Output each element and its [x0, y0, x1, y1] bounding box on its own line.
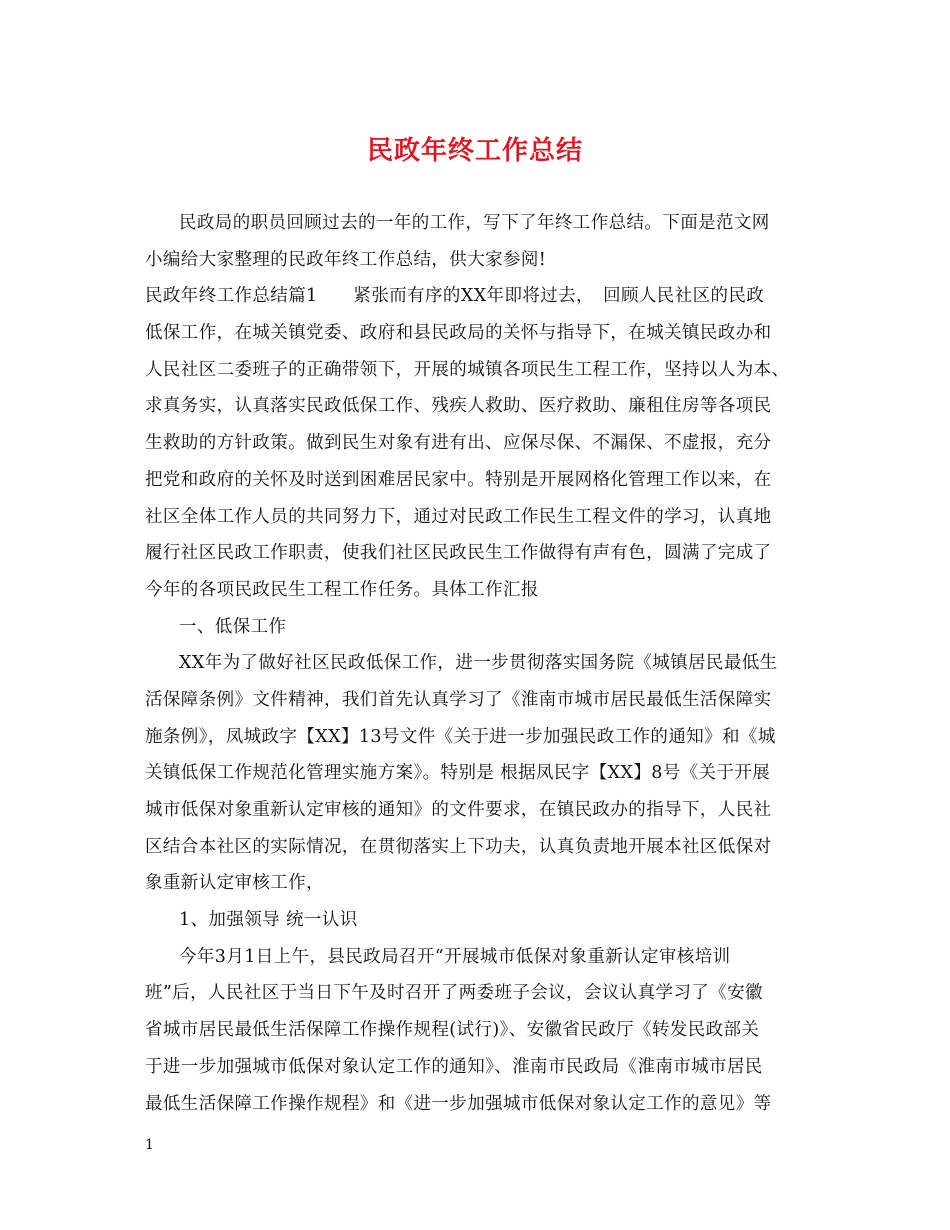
body-line: 社区全体工作人员的共同努力下，通过对民政工作民生工程文件的学习，认真地: [145, 506, 772, 527]
body-line: 象重新认定审核工作，: [145, 873, 324, 894]
body-line: 把党和政府的关怀及时送到困难居民家中。特别是开展网格化管理工作以来，在: [145, 469, 772, 490]
body-line: 施条例》，凤城政字【XX】13号文件《关于进一步加强民政工作的通知》和《城: [145, 726, 776, 747]
body-line: 最低生活保障工作操作规程》和《进一步加强城市低保对象认定工作的意见》等: [145, 1093, 772, 1114]
body-line: 民政年终工作总结篇1 紧张而有序的XX年即将过去， 回顾人民社区的民政: [145, 286, 765, 307]
document-title: 民政年终工作总结: [366, 136, 583, 166]
body-line: 活保障条例》文件精神，我们首先认真学习了《淮南市城市居民最低生活保障实: [145, 689, 772, 710]
body-line: 履行社区民政工作职责，使我们社区民政民生工作做得有声有色，圆满了完成了: [145, 543, 772, 564]
body-line: 班”后，人民社区于当日下午及时召开了两委班子会议，会议认真学习了《安徽: [145, 983, 763, 1004]
body-line: 人民社区二委班子的正确带领下，开展的城镇各项民生工程工作，坚持以人为本、: [145, 359, 790, 380]
body-line: 城市低保对象重新认定审核的通知》的文件要求，在镇民政办的指导下，人民社: [145, 800, 772, 820]
section-heading: 一、低保工作: [179, 616, 287, 637]
body-line: 今年的各项民政民生工程工作任务。具体工作汇报: [145, 579, 539, 600]
body-line: 区结合本社区的实际情况，在贯彻落实上下功夫，认真负责地开展本社区低保对: [145, 836, 772, 857]
subsection-heading: 1、加强领导 统一认识: [179, 910, 358, 931]
page-number: 1: [145, 1137, 154, 1153]
body-line: 求真务实，认真落实民政低保工作、残疾人救助、医疗救助、廉租住房等各项民: [145, 396, 772, 417]
body-line: 于进一步加强城市低保对象认定工作的通知》、淮南市民政局《淮南市城市居民: [145, 1056, 763, 1077]
body-line: 低保工作，在城关镇党委、政府和县民政局的关怀与指导下，在城关镇民政办和: [145, 323, 772, 344]
body-line: 生救助的方针政策。做到民生对象有进有出、应保尽保、不漏保、不虚报，充分: [145, 433, 772, 454]
body-line: 小编给大家整理的民政年终工作总结，供大家参阅!: [145, 249, 547, 270]
body-line: XX年为了做好社区民政低保工作，进一步贯彻落实国务院《城镇居民最低生: [179, 653, 778, 674]
body-line: 今年3月1日上午，县民政局召开“开展城市低保对象重新认定审核培训: [179, 946, 731, 967]
document-body: [145, 205, 810, 1122]
body-line: 民政局的职员回顾过去的一年的工作，写下了年终工作总结。下面是范文网: [179, 213, 770, 233]
body-line: 省城市居民最低生活保障工作操作规程(试行)》、安徽省民政厅《转发民政部关: [145, 1020, 760, 1041]
body-line: 关镇低保工作规范化管理实施方案》。特别是 根据凤民字【XX】8号《关于开展: [145, 763, 771, 784]
